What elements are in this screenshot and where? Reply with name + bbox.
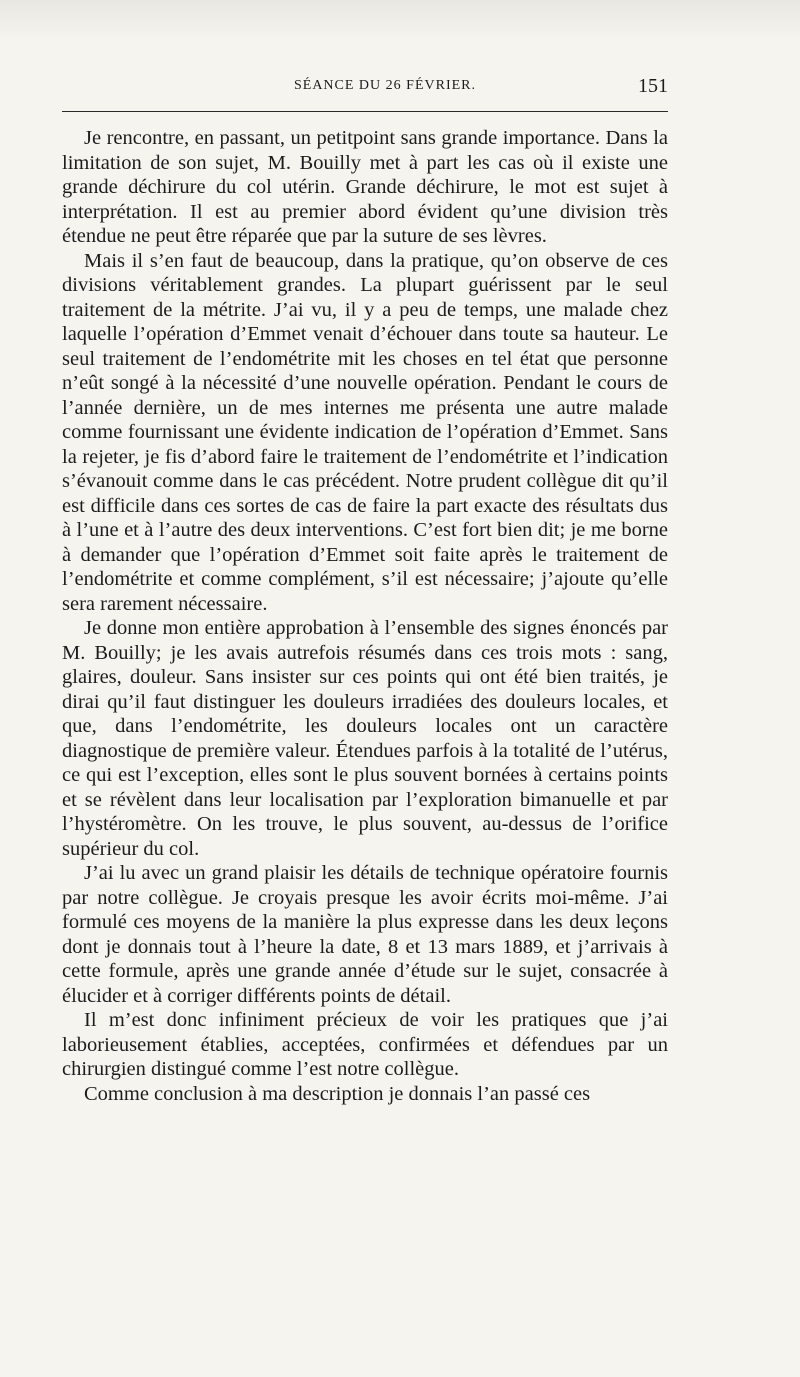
text-body xyxy=(62,126,668,1106)
running-head xyxy=(62,75,668,102)
paragraph-3: Je donne mon entière approbation à l’ensemble des signes énoncés par M. Bouilly; je les avais autrefois résumés dans ces trois mots : sang, glaires, douleur. Sans insister sur ces points qui ont été bien traités, je dirai qu’il faut distinguer les douleurs irradiées des douleurs locales, et que, dans l’endométrite, les douleurs locales ont un caractère diagnostique de première valeur. Étendues parfois à la totalité de l’utérus, ce qui est l’exception, elles sont le plus souvent bornées à certains points et se révèlent dans leur localisation par l’exploration bimanuelle et par l’hystéromètre. On les trouve, le plus souvent, au-dessus de l’orifice supérieur du col. xyxy=(62,617,668,860)
running-title: SÉANCE DU 26 FÉVRIER. xyxy=(293,78,476,93)
page-edge-shading xyxy=(0,0,800,40)
paragraph-2: Mais il s’en faut de beaucoup, dans la pratique, qu’on observe de ces divisions véritablement grandes. La plupart guérissent par le seul traitement de la métrite. J’ai vu, il y a peu de temps, une malade chez laquelle l’opération d’Emmet venait d’échouer dans toute sa hauteur. Le seul traitement de l’endométrite mit les choses en tel état que personne n’eût songé à la nécessité d’une nouvelle opération. Pendant le cours de l’année dernière, un de mes internes me présenta une autre malade comme fournissant une évidente indication de l’opération d’Emmet. Sans la rejeter, je fis d’abord faire le traitement de l’endométrite et l’indication s’évanouit comme dans le cas précédent. Notre prudent collègue dit qu’il est difficile dans ces sortes de cas de faire la part exacte des résultats dus à l’une et à l’autre des deux interventions. C’est fort bien dit; je me borne à demander que l’opération d’Emmet soit faite après le traitement de l’endométrite et comme complément, s’il est nécessaire; j’ajoute qu’elle sera rarement nécessaire. xyxy=(62,249,668,615)
paragraph-6: Comme conclusion à ma description je donnais l’an passé ces xyxy=(84,1082,591,1105)
paragraph-1: Je rencontre, en passant, un petitpoint sans grande importance. Dans la limitation de son sujet, M. Bouilly met à part les cas où il existe une grande déchirure du col utérin. Grande déchirure, le mot est sujet à interprétation. Il est au premier abord évident qu’une division très étendue ne peut être réparée que par la suture de ses lèvres. xyxy=(62,127,668,247)
page-number: 151 xyxy=(638,75,668,97)
header-rule xyxy=(62,111,668,112)
paragraph-4: J’ai lu avec un grand plaisir les détails de technique opératoire fournis par notre collègue. Je croyais presque les avoir écrits moi-même. J’ai formulé ces moyens de la manière la plus expresse dans les deux leçons dont je donnais tout à l’heure la date, 8 et 13 mars 1889, et j’arrivais à cette formule, après une grande année d’étude sur le sujet, consacrée à élucider et à corriger différents points de détail. xyxy=(62,862,668,1007)
paragraph-5: Il m’est donc infiniment précieux de voir les pratiques que j’ai laborieusement établies, acceptées, confirmées et défendues par un chirurgien distingué comme l’est notre collègue. xyxy=(62,1009,668,1080)
